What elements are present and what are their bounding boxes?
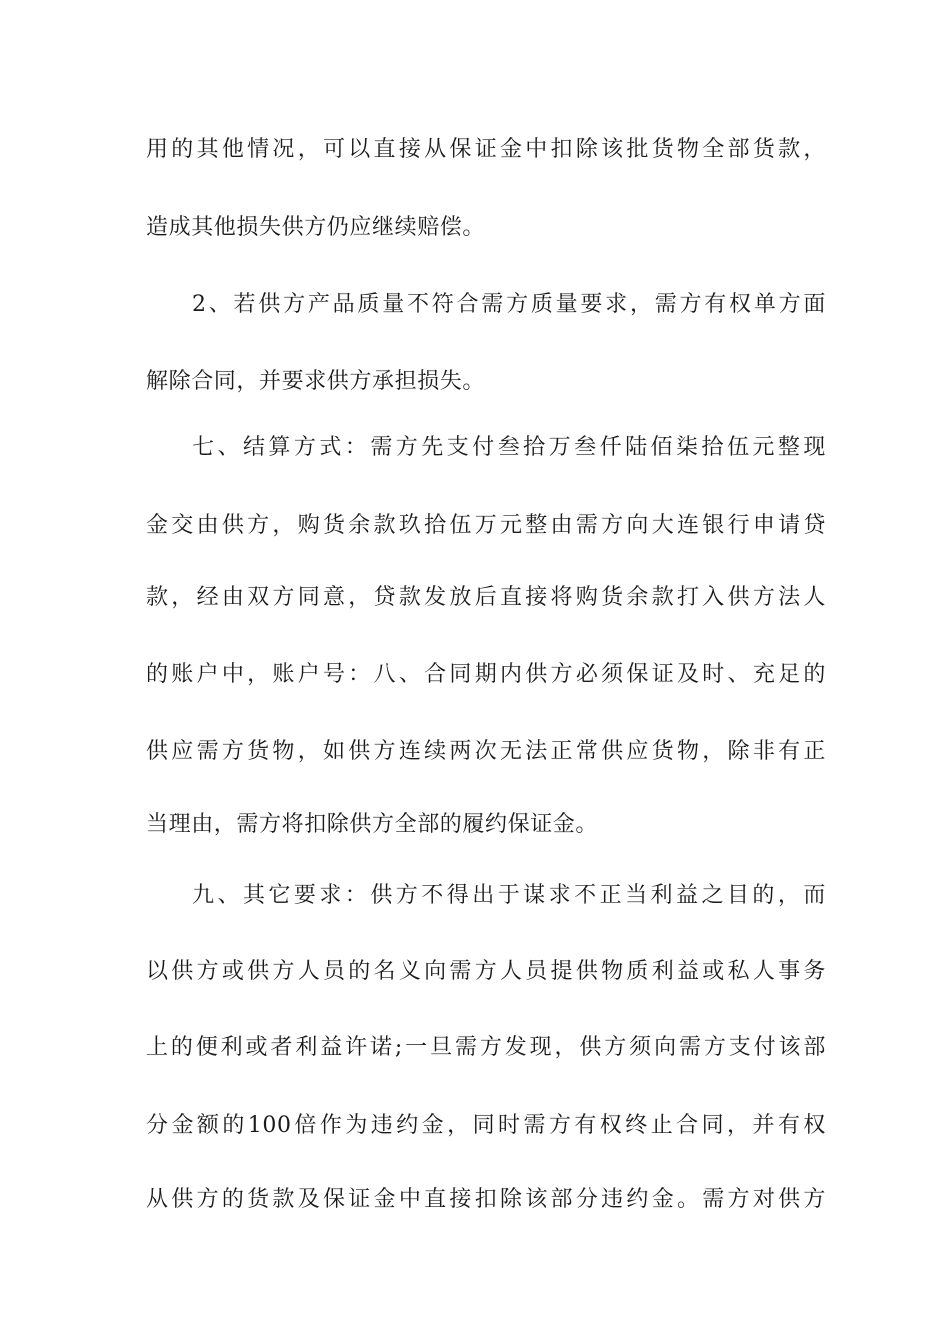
paragraph-line: 造成其他损失供方仍应继续赔偿。 (146, 215, 486, 240)
paragraph-line: 的账户中，账户号：八、合同期内供方必须保证及时、充足的 (146, 662, 826, 687)
paragraph-line: 供应需方货物，如供方连续两次无法正常供应货物，除非有正 (146, 739, 826, 764)
paragraph-line: 款，经由双方同意，贷款发放后直接将购货余款打入供方法人 (146, 585, 826, 610)
paragraph-line: 九、其它要求：供方不得出于谋求不正当利益之目的，而 (192, 883, 826, 908)
paragraph-line: 从供方的货款及保证金中直接扣除该部分违约金。需方对供方 (146, 1187, 826, 1212)
paragraph-line: 2、若供方产品质量不符合需方质量要求，需方有权单方面 (192, 292, 826, 317)
paragraph-line: 上的便利或者利益许诺;一旦需方发现，供方须向需方支付该部 (146, 1035, 826, 1060)
paragraph-line: 用的其他情况，可以直接从保证金中扣除该批货物全部货款， (146, 137, 826, 162)
paragraph-line: 七、结算方式：需方先支付叁拾万叁仟陆佰柒拾伍元整现 (192, 435, 826, 460)
paragraph-line: 分金额的100倍作为违约金，同时需方有权终止合同，并有权 (146, 1113, 826, 1138)
paragraph-line: 金交由供方，购货余款玖拾伍万元整由需方向大连银行申请贷 (146, 513, 826, 538)
paragraph-line: 解除合同，并要求供方承担损失。 (146, 369, 486, 394)
paragraph-line: 当理由，需方将扣除供方全部的履约保证金。 (146, 812, 599, 837)
paragraph-line: 以供方或供方人员的名义向需方人员提供物质利益或私人事务 (146, 959, 826, 984)
